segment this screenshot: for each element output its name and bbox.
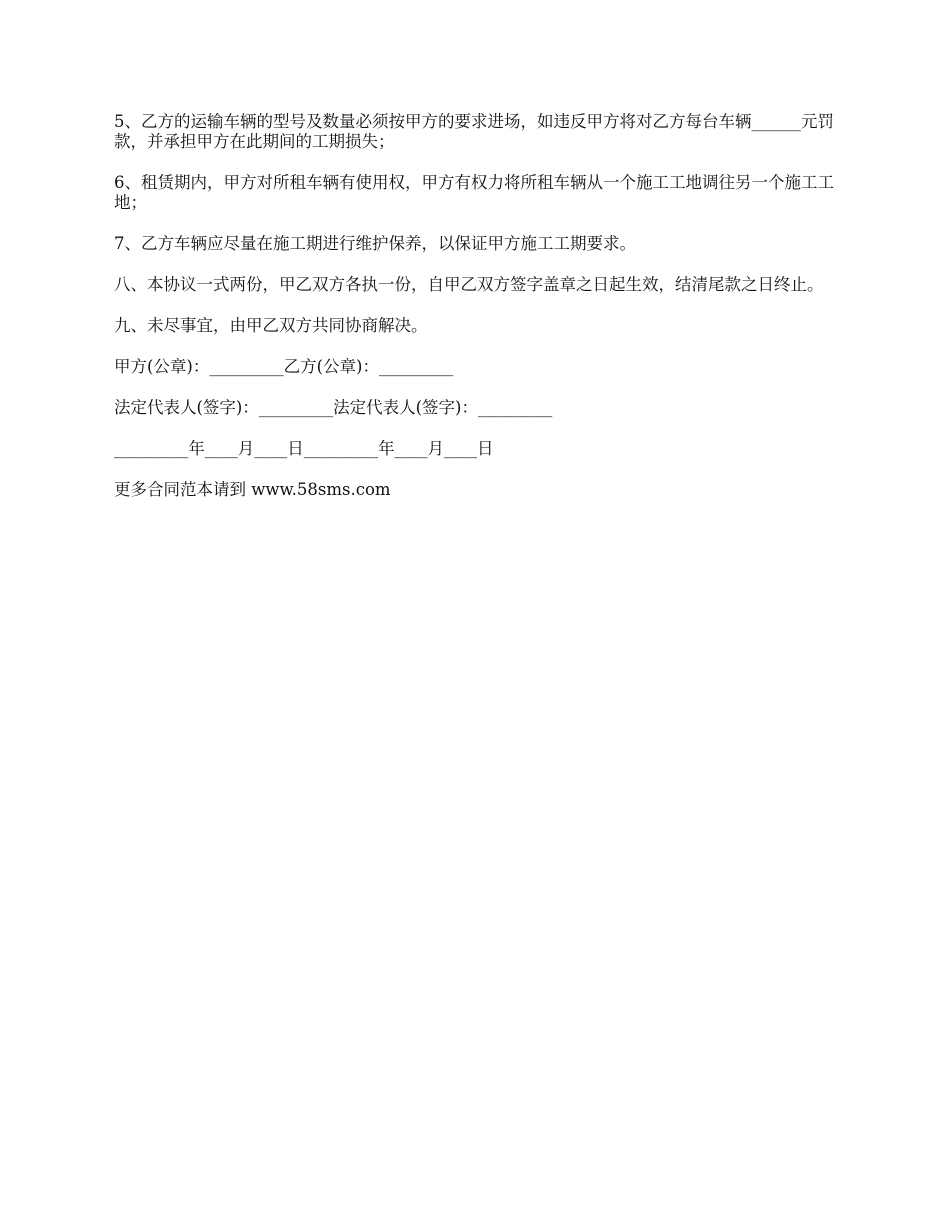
clause-5: 5、乙方的运输车辆的型号及数量必须按甲方的要求进场，如违反甲方将对乙方每台车辆______元罚款，并承担甲方在此期间的工期损失； [114, 112, 834, 151]
clause-7: 7、乙方车辆应尽量在施工期进行维护保养，以保证甲方施工工期要求。 [114, 234, 636, 253]
signature-line: 法定代表人(签字)：_________法定代表人(签字)：_________ [114, 398, 553, 417]
document-body [114, 112, 844, 521]
footer-link-text: 更多合同范本请到 www.58sms.com [114, 480, 391, 499]
clause-nine: 九、未尽事宜，由甲乙双方共同协商解决。 [114, 316, 428, 335]
clause-6: 6、租赁期内，甲方对所租车辆有使用权，甲方有权力将所租车辆从一个施工工地调往另一个施工工地； [114, 173, 834, 212]
clause-eight: 八、本协议一式两份，甲乙双方各执一份，自甲乙双方签字盖章之日起生效，结清尾款之日终止。 [114, 275, 824, 294]
seal-line: 甲方(公章)：_________乙方(公章)：_________ [114, 357, 454, 376]
date-line: _________年____月____日_________年____月____日 [114, 439, 494, 458]
